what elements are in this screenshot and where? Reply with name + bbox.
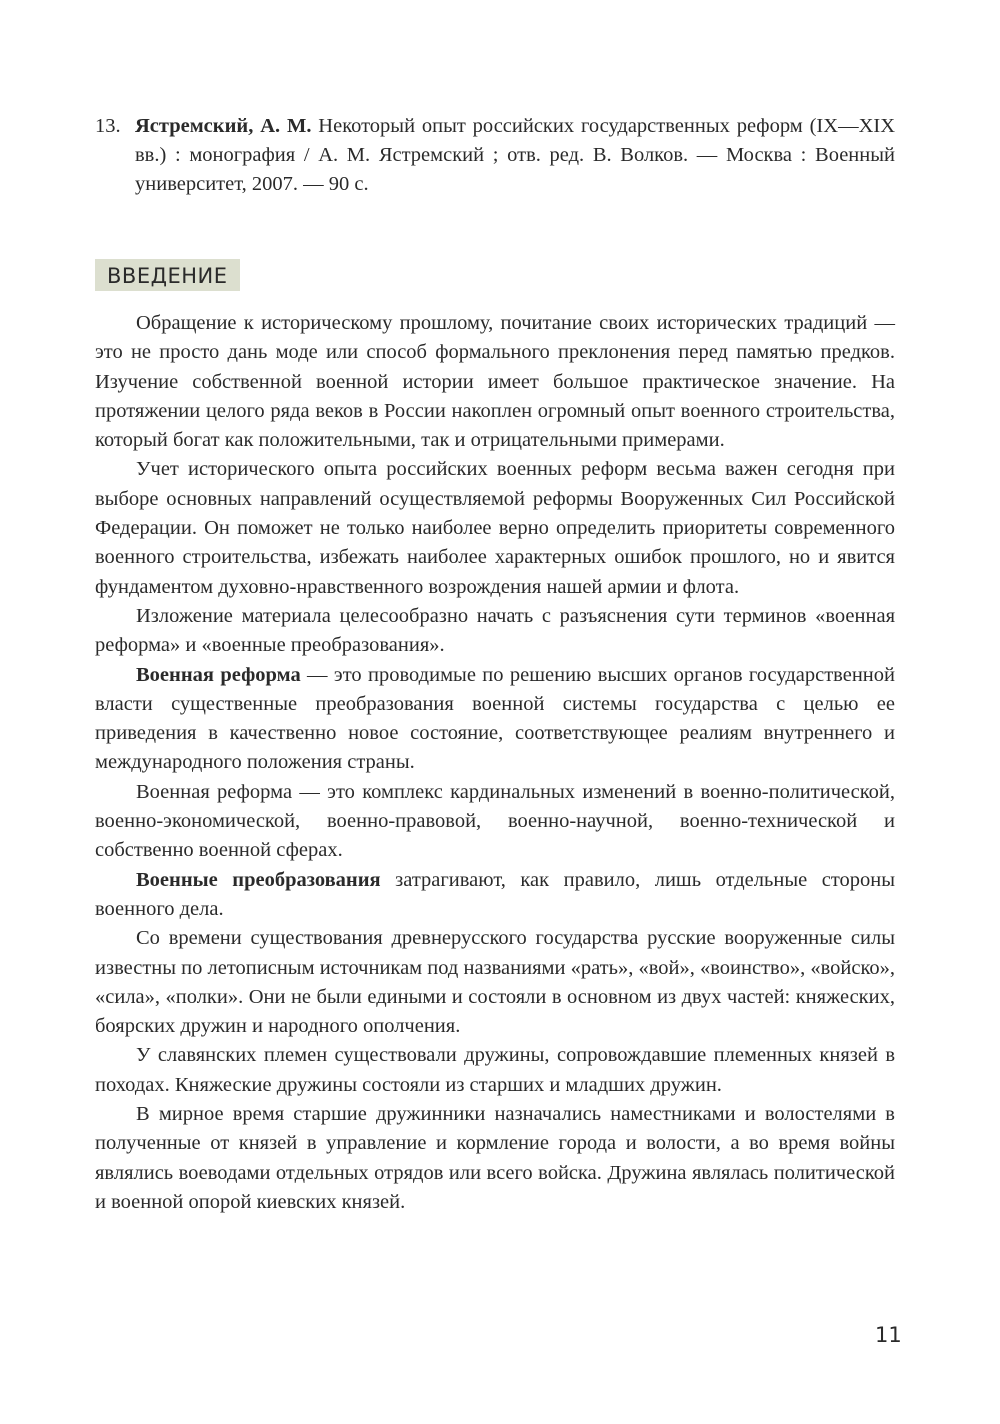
paragraph-definition: Военная реформа — это проводимые по решению высших органов государственной власти существенные преобразования военной системы государства с целью ее приведения в качественно новое состояние, соответствующее реалиям внутреннего и международного положения страны. [95, 663, 895, 774]
section-heading: ВВЕДЕНИЕ [95, 259, 240, 291]
paragraph: Учет исторического опыта российских военных реформ весьма важен сегодня при выборе основных направлений осуществляемой реформы Вооруженных Сил Российской Федерации. Он поможет не только наиболее верно определить приоритеты современного военного строительства, избежать наиболее характерных ошибок прошлого, но и явится фундаментом духовно-нравственного возрождения нашей армии и флота. [95, 458, 895, 598]
paragraph: У славянских племен существовали дружины, сопровождавшие племенных князей в походах. Княжеские дружины состояли из старших и младших дружин. [95, 1044, 895, 1096]
defined-term: Военная реформа [136, 663, 301, 686]
defined-term: Военные преобразования [136, 868, 381, 891]
paragraph: Обращение к историческому прошлому, почитание своих исторических традиций — это не просто дань моде или способ формального преклонения перед памятью предков. Изучение собственной военной истории имеет большое практическое значение. На протяжении целого ряда веков в России накоплен огромный опыт военного строительства, который богат как положительными, так и отрицательными примерами. [95, 312, 895, 452]
paragraph: Изложение материала целесообразно начать с разъяснения сути терминов «военная реформа» и «военные преобразования». [95, 604, 895, 657]
paragraph: Военная реформа — это комплекс кардинальных изменений в военно-политической, военно-экономической, военно-правовой, военно-научной, военно-технической и собственно военной сферах. [95, 780, 895, 862]
paragraph: В мирное время старшие дружинники назначались наместниками и волостелями в полученные от князей в управление и кормление города и волости, а во время войны являлись воеводами отдельных отрядов или всего войска. Дружина являлась политической и военной опорой киевских князей. [95, 1103, 895, 1213]
bibliography-author: Ястремский, А. М. [135, 115, 312, 137]
bibliography-number: 13. [95, 115, 121, 137]
bibliography-description: Некоторый опыт российских государственных реформ (IX—XIX вв.) : монография / А. М. Ястремский ; отв. ред. В. Волков. — Москва : Военный университет, 2007. — 90 с. [135, 115, 895, 195]
bibliography-entry [95, 112, 895, 199]
paragraph-definition: Военные преобразования затрагивают, как правило, лишь отдельные стороны военного дела. [95, 868, 896, 920]
page-number: 11 [875, 1323, 902, 1347]
bibliography-text [135, 112, 895, 199]
section-body [95, 309, 895, 1217]
page-content [95, 112, 895, 1217]
paragraph: Со времени существования древнерусского государства русские вооруженные силы известны по летописным источникам под названиями «рать», «вой», «воинство», «войско», «сила», «полки». Они не были едиными и состояли в основном из двух частей: княжеских, боярских дружин и народного ополчения. [95, 927, 895, 1038]
